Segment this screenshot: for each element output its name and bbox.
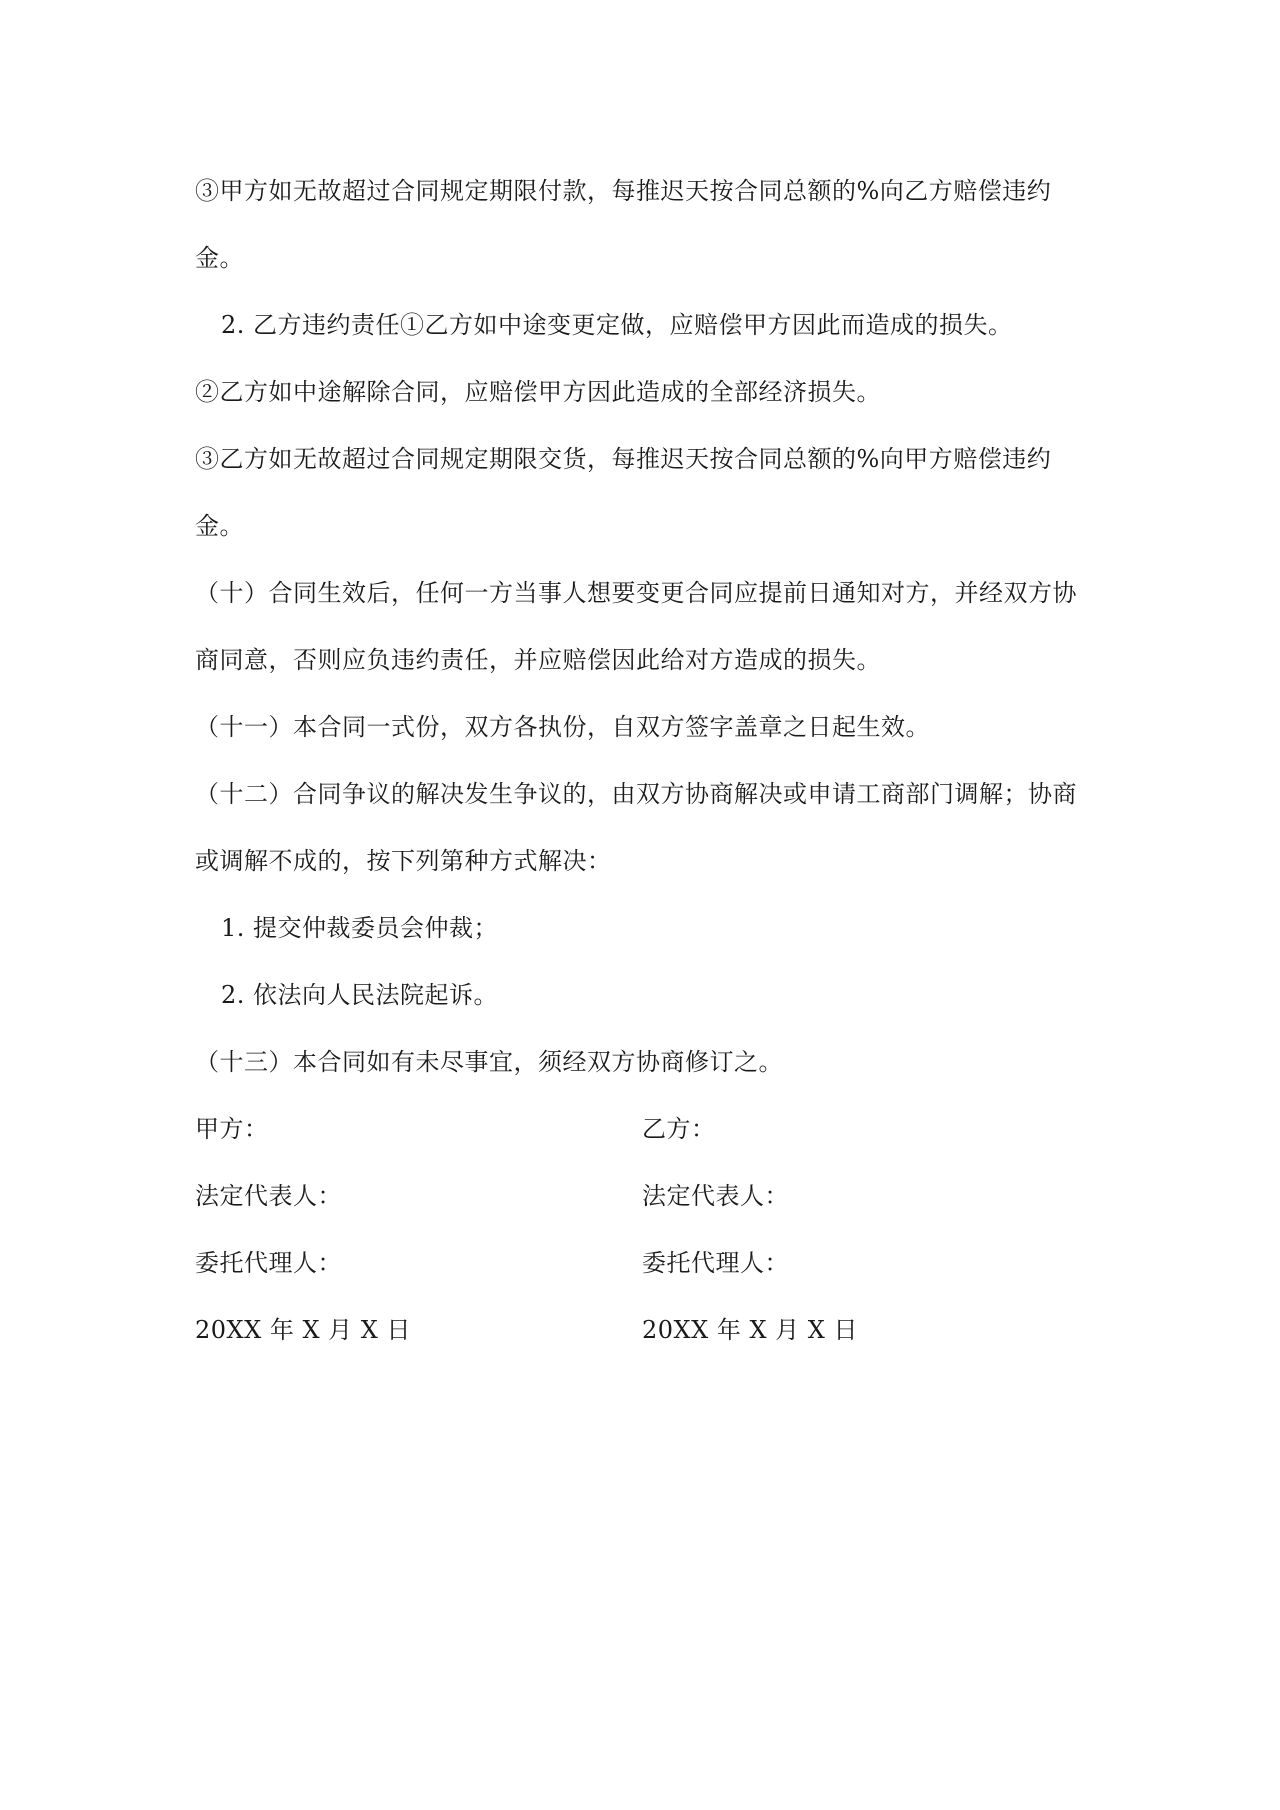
clause-twelve-dispute: （十二）合同争议的解决发生争议的，由双方协商解决或申请工商部门调解；协商或调解不成的，按下列第种方式解决：	[195, 780, 1077, 875]
signature-row-date	[195, 1297, 1095, 1364]
party-a-label: 甲方：	[195, 1115, 269, 1143]
clause-party-b-liability: 2. 乙方违约责任①乙方如中途变更定做，应赔偿甲方因此而造成的损失。	[221, 311, 1013, 339]
party-a-agent: 委托代理人：	[195, 1249, 342, 1277]
signature-row-party	[195, 1096, 1095, 1163]
dispute-option-litigation: 2. 依法向人民法院起诉。	[221, 981, 499, 1009]
signature-block	[195, 1096, 1095, 1364]
clause-eleven-copies: （十一）本合同一式份，双方各执份，自双方签字盖章之日起生效。	[195, 713, 930, 741]
clause-party-b-termination: ②乙方如中途解除合同，应赔偿甲方因此造成的全部经济损失。	[195, 378, 881, 406]
signature-row-representative	[195, 1163, 1095, 1230]
party-b-date: 20XX 年 X 月 X 日	[642, 1316, 859, 1344]
signature-row-agent	[195, 1230, 1095, 1297]
clause-party-b-late-delivery: ③乙方如无故超过合同规定期限交货，每推迟天按合同总额的%向甲方赔偿违约金。	[195, 445, 1052, 540]
party-b-representative: 法定代表人：	[642, 1182, 789, 1210]
clause-thirteen-supplement: （十三）本合同如有未尽事宜，须经双方协商修订之。	[195, 1048, 783, 1076]
party-a-date: 20XX 年 X 月 X 日	[195, 1316, 412, 1344]
party-b-agent: 委托代理人：	[642, 1249, 789, 1277]
party-a-representative: 法定代表人：	[195, 1182, 342, 1210]
party-b-label: 乙方：	[642, 1115, 716, 1143]
dispute-option-arbitration: 1. 提交仲裁委员会仲裁；	[221, 914, 499, 942]
document-body	[195, 158, 1095, 1364]
clause-party-a-late-payment: ③甲方如无故超过合同规定期限付款，每推迟天按合同总额的%向乙方赔偿违约金。	[195, 177, 1052, 272]
clause-ten-amendment: （十）合同生效后，任何一方当事人想要变更合同应提前日通知对方，并经双方协商同意，否则应负违约责任，并应赔偿因此给对方造成的损失。	[195, 579, 1077, 674]
